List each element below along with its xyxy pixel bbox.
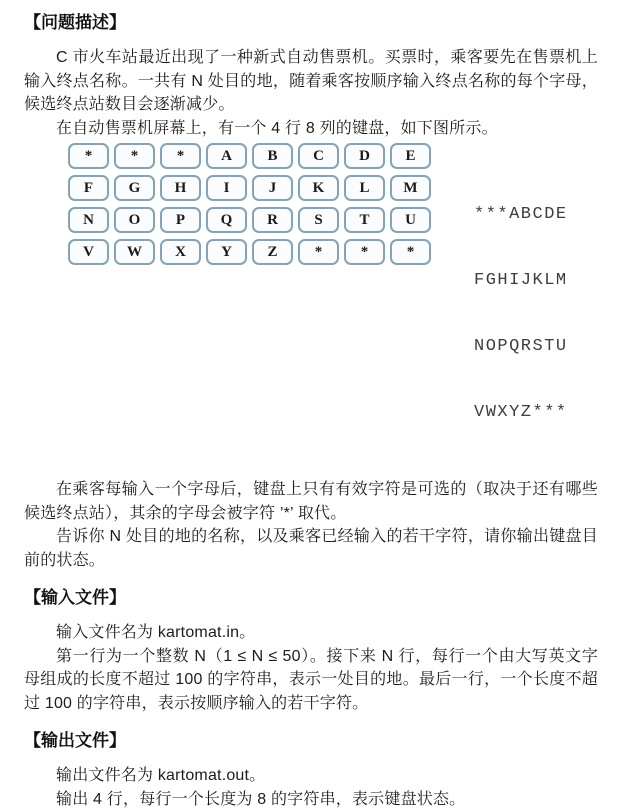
keyboard-key: B bbox=[252, 143, 293, 169]
keyboard-key: D bbox=[344, 143, 385, 169]
paragraph-input-format: 第一行为一个整数 N（1 ≤ N ≤ 50）。接下来 N 行，每行一个由大写英文字母组成的长度不超过 100 的字符串，表示一处目的地。最后一行，一个长度不超过 100 的字符串，表示按顺序输入的若干字符。 bbox=[24, 645, 598, 716]
keyboard-key: P bbox=[160, 207, 201, 233]
keyboard-key: U bbox=[390, 207, 431, 233]
keyboard-key: C bbox=[298, 143, 339, 169]
keyboard-key: * bbox=[390, 239, 431, 265]
keyboard-key: I bbox=[206, 175, 247, 201]
keyboard-key: M bbox=[390, 175, 431, 201]
keyboard-key: E bbox=[390, 143, 431, 169]
keyboard-key: Y bbox=[206, 239, 247, 265]
paragraph-output-filename: 输出文件名为 kartomat.out。 bbox=[24, 764, 598, 788]
keyboard-key: A bbox=[206, 143, 247, 169]
paragraph-problem-intro: C 市火车站最近出现了一种新式自动售票机。买票时，乘客要先在售票机上输入终点名称。一共有 N 处目的地，随着乘客按顺序输入终点名称的每个字母，候选终点站数目会逐渐减少。 bbox=[24, 46, 598, 117]
keyboard-state-text bbox=[474, 160, 568, 468]
keyboard-key: N bbox=[68, 207, 109, 233]
keyboard-key: * bbox=[114, 143, 155, 169]
keyboard-state-line: NOPQRSTU bbox=[474, 336, 568, 358]
section-heading-output: 【输出文件】 bbox=[24, 730, 598, 752]
section-heading-problem: 【问题描述】 bbox=[24, 12, 598, 34]
keyboard-key: H bbox=[160, 175, 201, 201]
keyboard-figure bbox=[24, 143, 598, 468]
keyboard-key: T bbox=[344, 207, 385, 233]
keyboard-key: L bbox=[344, 175, 385, 201]
keyboard-key: G bbox=[114, 175, 155, 201]
keyboard-key: W bbox=[114, 239, 155, 265]
keyboard-key: * bbox=[344, 239, 385, 265]
keyboard-key: O bbox=[114, 207, 155, 233]
keyboard-state-line: FGHIJKLM bbox=[474, 270, 568, 292]
keyboard-key: R bbox=[252, 207, 293, 233]
keyboard-grid bbox=[68, 143, 431, 265]
keyboard-key: Z bbox=[252, 239, 293, 265]
paragraph-task: 告诉你 N 处目的地的名称，以及乘客已经输入的若干字符，请你输出键盘目前的状态。 bbox=[24, 525, 598, 572]
section-heading-input: 【输入文件】 bbox=[24, 587, 598, 609]
keyboard-key: * bbox=[160, 143, 201, 169]
keyboard-key: J bbox=[252, 175, 293, 201]
paragraph-valid-keys: 在乘客每输入一个字母后，键盘上只有有效字符是可选的（取决于还有哪些候选终点站），其余的字母会被字符 ’*’ 取代。 bbox=[24, 478, 598, 525]
keyboard-state-line: ***ABCDE bbox=[474, 204, 568, 226]
keyboard-key: S bbox=[298, 207, 339, 233]
keyboard-key: K bbox=[298, 175, 339, 201]
keyboard-key: F bbox=[68, 175, 109, 201]
keyboard-state-line: VWXYZ*** bbox=[474, 402, 568, 424]
keyboard-key: * bbox=[68, 143, 109, 169]
paragraph-input-filename: 输入文件名为 kartomat.in。 bbox=[24, 621, 598, 645]
keyboard-key: Q bbox=[206, 207, 247, 233]
paragraph-keyboard-intro: 在自动售票机屏幕上，有一个 4 行 8 列的键盘，如下图所示。 bbox=[24, 117, 598, 141]
paragraph-output-format: 输出 4 行，每行一个长度为 8 的字符串，表示键盘状态。 bbox=[24, 788, 598, 811]
keyboard-key: * bbox=[298, 239, 339, 265]
keyboard-key: X bbox=[160, 239, 201, 265]
keyboard-key: V bbox=[68, 239, 109, 265]
